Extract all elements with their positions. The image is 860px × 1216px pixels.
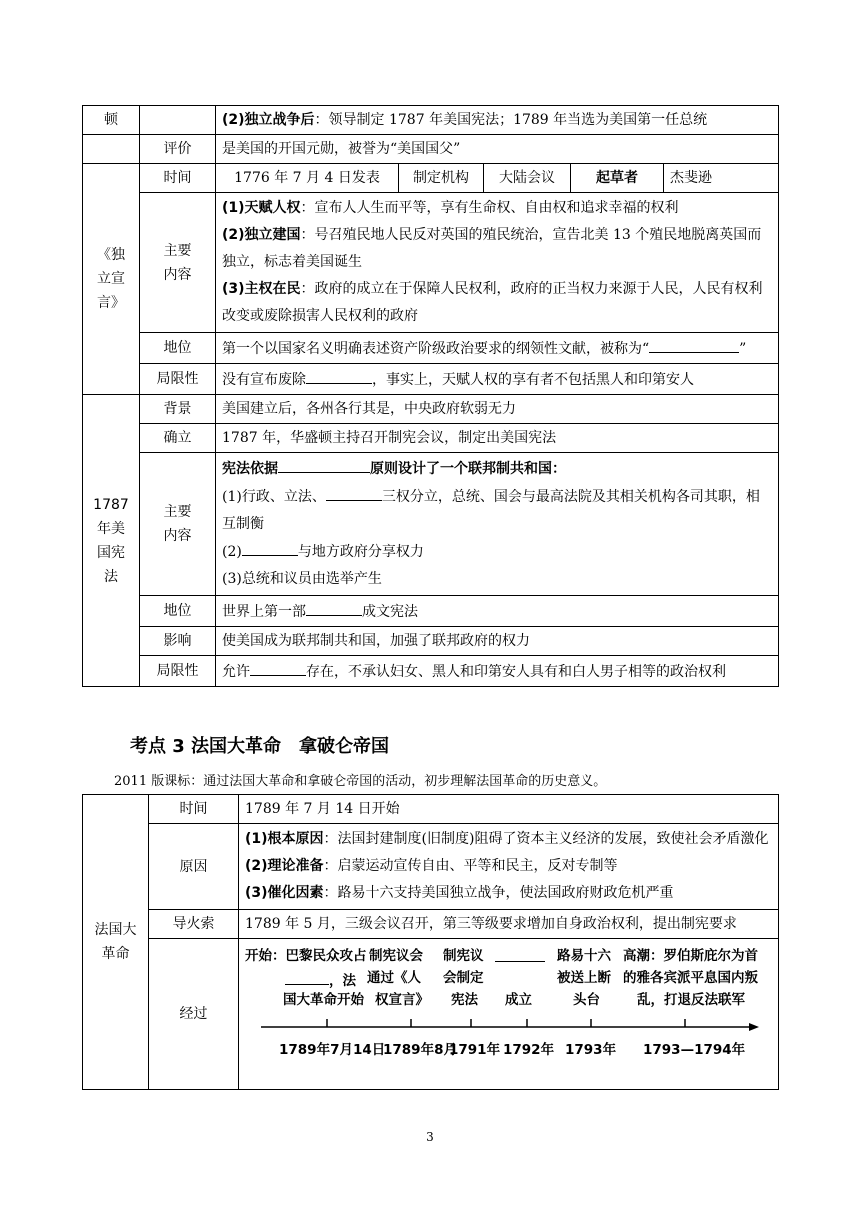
tl-date-4: 1792年 (503, 1042, 555, 1058)
decl-time-value: 1776 年 7 月 4 日发表 (216, 164, 399, 192)
const-est-label: 确立 (140, 424, 216, 453)
timeline-axis (239, 939, 779, 1089)
answer-blank[interactable] (326, 483, 382, 501)
tl-event-3a: 制宪议 (443, 948, 484, 964)
tl-date-1: 1789年7月14日 (279, 1042, 386, 1058)
tl-date-5: 1793年 (565, 1042, 617, 1058)
fr-process-label: 经过 (149, 939, 239, 1090)
decl-limit-text: 没有宣布废除 ，事实上，天赋人权的享有者不包括黑人和印第安人 (216, 364, 779, 395)
fr-timeline-cell (239, 939, 779, 1090)
answer-blank[interactable] (242, 538, 298, 556)
tl-event-5c: 头台 (573, 992, 600, 1008)
row-head: 顿 (83, 106, 140, 135)
const-content: 宪法依据 原则设计了一个联邦制共和国： (1)行政、立法、 三权分立，总统、国会与最高法院及其相关机构各司其职，相互制衡 (2) 与地方政府分享权力 (3)总统和议员由选举产生 (216, 453, 779, 596)
tl-event-6c: 乱，打退反法联军 (637, 992, 745, 1008)
answer-blank[interactable] (306, 366, 372, 384)
curriculum-standard: 2011 版课标：通过法国大革命和拿破仑帝国的活动，初步理解法国革命的历史意义。 (114, 774, 607, 789)
section-title: 考点 3 法国大革命 拿破仑帝国 (130, 736, 390, 757)
decl-drafter-value: 杰斐逊 (664, 164, 779, 192)
tl-event-2a: 制宪议会 (369, 948, 423, 964)
const-est-text: 1787 年，华盛顿主持召开制宪会议，制定出美国宪法 (216, 424, 779, 453)
evaluation-text: 是美国的开国元勋，被誉为“美国国父” (216, 135, 779, 164)
decl-org-value: 大陆会议 (484, 164, 571, 192)
decl-content: (1)天赋人权：宣布人人生而平等，享有生命权、自由权和追求幸福的权利 (2)独立建国：号召殖民地人民反对英国的殖民统治，宣告北美 13 个殖民地脱离英国而独立，标志着美国诞生 (3)主权在民：政府的成立在于保障人民权利，政府的正当权力来源于人民，人民有权利改变或废除损害人民权利的政府 (216, 193, 779, 333)
const-status-label: 地位 (140, 596, 216, 627)
tl-event-6a: 高潮：罗伯斯庇尔为首 (623, 948, 758, 964)
tl-event-5b: 被送上断 (557, 970, 611, 986)
decl-status-text: 第一个以国家名义明确表述资产阶级政治要求的纲领性文献，被称为“ ” (216, 333, 779, 364)
decl-status-label: 地位 (140, 333, 216, 364)
const-impact-label: 影响 (140, 627, 216, 656)
const-impact-text: 使美国成为联邦制共和国，加强了联邦政府的权力 (216, 627, 779, 656)
decl-content-label: 主要内容 (140, 193, 216, 333)
const-bg-label: 背景 (140, 395, 216, 424)
tl-date-2: 1789年8月 (383, 1042, 457, 1058)
decl-time-label: 时间 (140, 164, 216, 193)
fr-time-value: 1789 年 7 月 14 日开始 (239, 795, 779, 824)
empty-cell (140, 106, 216, 135)
washington-after-war: (2)独立战争后：领导制定 1787 年美国宪法；1789 年当选为美国第一任总统 (216, 106, 779, 135)
tl-event-1: 开始：巴黎民众攻占 (245, 948, 367, 964)
decl-drafter-label: 起草者 (571, 164, 664, 192)
empty-cell (83, 135, 140, 164)
tl-event-6b: 的雅各宾派平息国内叛 (623, 970, 758, 986)
tl-event-5a: 路易十六 (557, 948, 611, 964)
answer-blank[interactable] (306, 598, 362, 616)
decl-limit-label: 局限性 (140, 364, 216, 395)
declaration-side-label: 《独立宣言》 (83, 164, 140, 395)
answer-blank[interactable] (250, 658, 306, 676)
french-revolution-table (82, 794, 779, 1090)
decl-org-label: 制定机构 (399, 164, 484, 192)
tl-event-4: 成立 (505, 992, 532, 1008)
answer-blank[interactable] (278, 455, 370, 473)
answer-blank[interactable] (649, 335, 739, 353)
fr-cause-label: 原因 (149, 824, 239, 910)
american-revolution-table (82, 105, 779, 687)
page-number: 3 (426, 1130, 434, 1144)
timeline (239, 939, 778, 1089)
tl-date-3: 1791年 (449, 1042, 501, 1058)
tl-event-3b: 会制定 (443, 970, 484, 986)
french-revolution-side-label: 法国大革命 (83, 795, 149, 1090)
fr-fuse-label: 导火索 (149, 910, 239, 939)
const-content-label: 主要内容 (140, 453, 216, 596)
const-status-text: 世界上第一部 成文宪法 (216, 596, 779, 627)
fr-time-label: 时间 (149, 795, 239, 824)
tl-event-1c: 国大革命开始 (283, 992, 364, 1008)
fr-fuse-text: 1789 年 5 月，三级会议召开，第三等级要求增加自身政治权利，提出制宪要求 (239, 910, 779, 939)
fr-cause-content: (1)根本原因：法国封建制度(旧制度)阻碍了资本主义经济的发展，致使社会矛盾激化 (2)理论准备：启蒙运动宣传自由、平等和民主，反对专制等 (3)催化因素：路易十六支持美国独立战争，使法国政府财政危机严重 (239, 824, 779, 910)
tl-event-3c: 宪法 (451, 992, 478, 1008)
evaluation-label: 评价 (140, 135, 216, 164)
tl-date-6: 1793—1794年 (643, 1042, 746, 1058)
tl-event-2c: 权宣言》 (375, 992, 429, 1008)
const-limit-text: 允许 存在，不承认妇女、黑人和印第安人具有和白人男子相等的政治权利 (216, 656, 779, 687)
constitution-side-label: 1787年美国宪法 (83, 395, 140, 687)
const-limit-label: 局限性 (140, 656, 216, 687)
tl-event-2b: 通过《人 (367, 970, 421, 986)
tl-event-1b: ，法 (285, 967, 356, 992)
const-bg-text: 美国建立后，各州各行其是，中央政府软弱无力 (216, 395, 779, 424)
